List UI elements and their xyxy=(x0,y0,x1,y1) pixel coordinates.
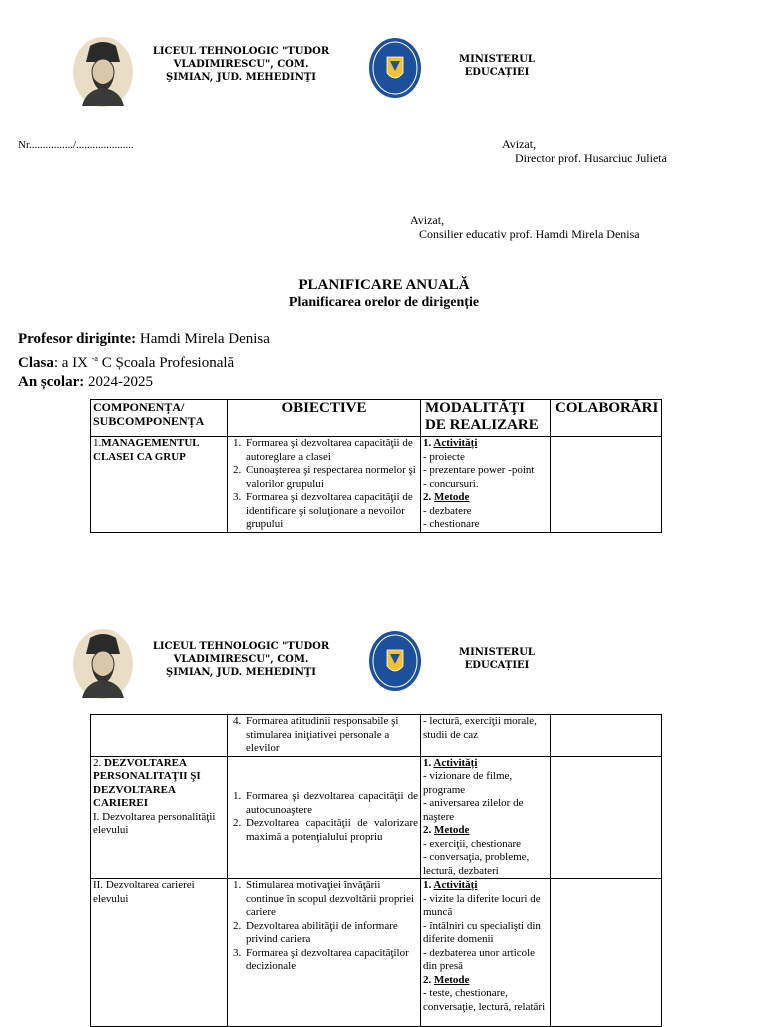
school-name: LICEUL TEHNOLOGIC "TUDOR VLADIMIRESCU", COM. ŞIMIAN, JUD. MEHEDINŢI xyxy=(152,46,330,83)
ministry-name: MINISTERUL EDUCAȚIEI xyxy=(459,54,535,78)
objectives-cell: 4. Formarea atitudinii responsabile şi stimularea iniţiativei personale a elevilor xyxy=(228,715,421,757)
page-title: PLANIFICARE ANUALĂ xyxy=(298,277,470,293)
portrait-icon xyxy=(72,36,134,108)
objectives-cell: 1. Stimularea motivaţiei învăţării continue în scopul dezvoltării propriei cariere 2. Dezvoltarea abilităţii de informare privind cariera 3. Formarea şi dezvoltarea capacităţilor decizionale xyxy=(228,879,421,1027)
teacher-line: Profesor diriginte: Hamdi Mirela Denisa xyxy=(18,331,270,347)
year-line: An școlar: 2024-2025 xyxy=(18,374,153,390)
header-objectives: OBIECTIVE xyxy=(228,400,421,437)
table-row xyxy=(91,879,662,1027)
registration-number: Nr................/..................... xyxy=(18,139,134,151)
collaborations-cell xyxy=(551,437,662,533)
header-1 xyxy=(72,36,134,113)
approval-director-person: Director prof. Husarciuc Julieta xyxy=(515,151,667,165)
approval-counselor-person: Consilier educativ prof. Hamdi Mirela Denisa xyxy=(419,227,640,241)
collaborations-cell xyxy=(551,879,662,1027)
objectives-cell: 1. Formarea şi dezvoltarea capacităţii de autoreglare a clasei 2. Cunoaşterea şi respectarea normelor şi valorilor grupului 3. Formarea şi dezvoltarea capacităţii de identificare şi soluţionare a nevoilor grupului xyxy=(228,437,421,533)
approval-counselor-label: Avizat, xyxy=(410,213,445,227)
ministry-name: MINISTERUL EDUCAȚIEI xyxy=(459,647,535,671)
school-name: LICEUL TEHNOLOGIC "TUDOR VLADIMIRESCU", COM. ŞIMIAN, JUD. MEHEDINŢI xyxy=(152,641,330,678)
header-collaborations: COLABORĂRI xyxy=(551,400,662,437)
seal-icon xyxy=(368,630,422,692)
class-line: Clasa: a IX $^{-a}$ C Școala Profesională xyxy=(18,354,235,371)
header-methods: MODALITĂŢI DE REALIZARE xyxy=(421,400,551,437)
government-seal xyxy=(368,37,422,104)
component-cell: 1.MANAGEMENTUL CLASEI CA GRUP xyxy=(91,437,228,533)
methods-cell: 1. Activități - vizite la diferite locuri de muncă - întâlniri cu specialişti din diferite domenii - dezbaterea unor articole din presă 2. Metode - teste, chestionare, conversaţie, lectură, relatări xyxy=(421,879,551,1027)
table-row xyxy=(91,756,662,879)
methods-cell: 1. Activități - proiecte - prezentare power -point - concursuri. 2. Metode - dezbatere - chestionare xyxy=(421,437,551,533)
objectives-cell: 1. Formarea şi dezvoltarea capacităţii de autocunoaştere 2. Dezvoltarea capacităţii de valorizare maximă a potenţialului propriu xyxy=(228,756,421,879)
approval-director-label: Avizat, xyxy=(502,137,537,151)
component-cell: 2. DEZVOLTAREA PERSONALITAŢII ŞI DEZVOLTAREA CARIEREI I. Dezvoltarea personalităţii elevului xyxy=(91,756,228,879)
collaborations-cell xyxy=(551,756,662,879)
page-subtitle: Planificarea orelor de dirigenție xyxy=(288,295,480,310)
methods-cell: - lectură, exerciţii morale, studii de caz xyxy=(421,715,551,757)
collaborations-cell xyxy=(551,715,662,757)
table-row xyxy=(91,437,662,533)
seal-icon xyxy=(368,37,422,99)
planning-table-2 xyxy=(90,714,662,1027)
component-cell xyxy=(91,715,228,757)
government-seal xyxy=(368,630,422,697)
table-row xyxy=(91,715,662,757)
methods-cell: 1. Activități - vizionare de filme, programe - aniversarea zilelor de naştere 2. Metode - exerciţii, chestionare - conversaţia, probleme, lectură, dezbateri xyxy=(421,756,551,879)
component-cell: II. Dezvoltarea carierei elevului xyxy=(91,879,228,1027)
header-2 xyxy=(72,628,134,705)
info-block xyxy=(18,330,270,392)
planning-table-1 xyxy=(90,399,662,533)
portrait-icon xyxy=(72,628,134,700)
header-component: COMPONENȚA/ SUBCOMPONENȚA xyxy=(91,400,228,437)
